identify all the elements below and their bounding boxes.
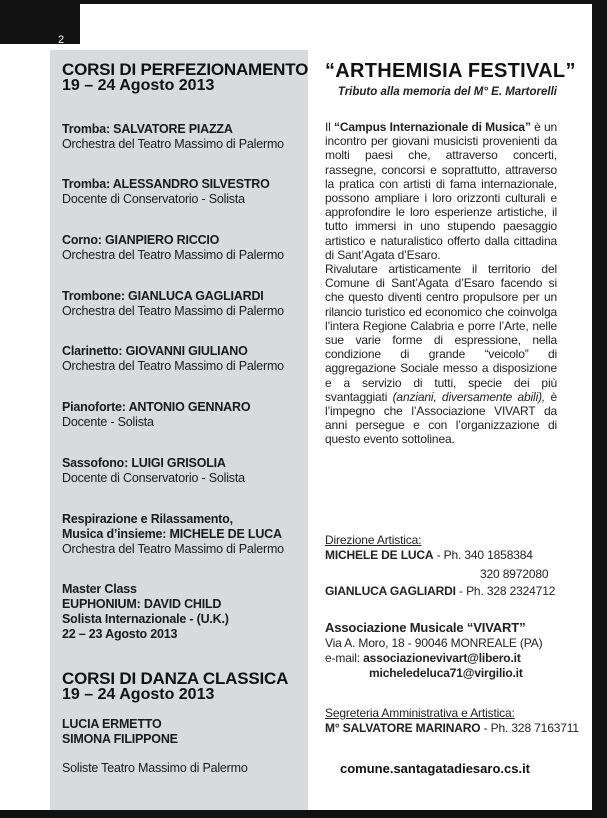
left-margin (0, 44, 50, 810)
master-class-dates: 22 – 23 Agosto 2013 (62, 627, 178, 641)
danza-title: CORSI DI DANZA CLASSICA (62, 669, 289, 688)
course-name: Corno: GIANPIERO RICCIO (62, 233, 220, 247)
page-number: 2 (58, 34, 65, 46)
course-name: Sassofono: LUIGI GRISOLIA (62, 456, 226, 470)
direzione-phone-1b-text: 320 8972080 (480, 567, 549, 581)
direzione-name-1: MICHELE DE LUCA (325, 548, 434, 562)
p1-rest: è un incontro per giovani musicisti provenienti da molti paesi che, attraverso concerti, rassegne, concorsi e soprattutto, attraverso la pratica con artisti di fama internazionale, possono ampliare i loro orizzonti culturali e approfondire le loro esperienze artistiche, il tutto immersi in uno stupendo paesaggio artistico e naturalistico offerto dalla cittadina di Sant’Agata d’Esaro. (325, 120, 557, 262)
course-item (62, 122, 308, 152)
perfezionamento-dates: 19 – 24 Agosto 2013 (62, 77, 215, 94)
segreteria-block (325, 706, 579, 736)
course-note: Orchestra del Teatro Massimo di Palermo (62, 137, 284, 151)
segreteria-heading: Segreteria Amministrativa e Artistica: (325, 706, 515, 720)
festival-title: “ARTHEMISIA FESTIVAL” (325, 60, 576, 82)
festival-description (325, 120, 557, 447)
danza-note-text: Soliste Teatro Massimo di Palermo (62, 761, 248, 775)
course-item (62, 456, 308, 486)
course-name: Tromba: SALVATORE PIAZZA (62, 122, 233, 136)
master-class-line3: Solista Internazionale - (U.K.) (62, 612, 229, 626)
course-name-line1: Respirazione e Rilassamento, (62, 512, 233, 526)
p2-part-b: è l’impegno che l’Associazione VIVART da anni persegue e con l’organizzazione di questo evento sottolinea. (325, 389, 557, 447)
direzione-person-1 (325, 548, 533, 563)
course-note: Orchestra del Teatro Massimo di Palermo (62, 248, 284, 262)
danza-dates: 19 – 24 Agosto 2013 (62, 686, 215, 703)
website-link[interactable]: comune.santagatadiesaro.cs.it (340, 761, 531, 776)
course-note: Orchestra del Teatro Massimo di Palermo (62, 542, 284, 556)
course-name: Clarinetto: GIOVANNI GIULIANO (62, 344, 248, 358)
segreteria-name: M° SALVATORE MARINARO (325, 721, 481, 735)
direzione-person-2 (325, 584, 555, 599)
danza-note (62, 761, 308, 776)
festival-subtitle: Tributo alla memoria del M° E. Martorelli (337, 86, 557, 98)
direzione-heading-text: Direzione Artistica: (325, 533, 422, 547)
course-note: Docente - Solista (62, 415, 154, 429)
course-item (62, 289, 308, 319)
associazione-block (325, 620, 542, 681)
direzione-name-2: GIANLUCA GAGLIARDI (325, 584, 456, 598)
course-item (62, 400, 308, 430)
course-item-respirazione (62, 512, 308, 557)
master-class-line1: Master Class (62, 582, 137, 596)
email-1[interactable]: associazionevivart@libero.it (363, 651, 521, 665)
course-note: Docente di Conservatorio - Solista (62, 192, 245, 206)
header-panel (80, 4, 592, 44)
course-item (62, 233, 308, 263)
course-note: Orchestra del Teatro Massimo di Palermo (62, 359, 284, 373)
danza-teacher-1: LUCIA ERMETTO (62, 717, 162, 731)
course-note: Orchestra del Teatro Massimo di Palermo (62, 304, 284, 318)
master-class-line2: EUPHONIUM: DAVID CHILD (62, 597, 222, 611)
direzione-heading (325, 533, 421, 548)
direzione-phone-1: - Ph. 340 1858384 (433, 548, 533, 562)
danza-teachers (62, 717, 308, 747)
danza-teacher-2: SIMONA FILIPPONE (62, 732, 178, 746)
course-name: Pianoforte: ANTONIO GENNARO (62, 400, 251, 414)
email-2[interactable]: micheledeluca71@virgilio.it (369, 666, 523, 680)
p2-italic: (anziani, diversamente abili), (392, 389, 546, 404)
master-class (62, 582, 308, 642)
right-edge-bar (592, 0, 607, 818)
course-item (62, 344, 308, 374)
p1-campus: “Campus Internazionale di Musica” (334, 120, 531, 134)
course-note: Docente di Conservatorio - Solista (62, 471, 245, 485)
course-name: Tromba: ALESSANDRO SILVESTRO (62, 177, 270, 191)
course-name: Trombone: GIANLUCA GAGLIARDI (62, 289, 264, 303)
p2-part-a: Rivalutare artisticamente il territorio del Comune di Sant’Agata d’Esaro facendo si che questo diventi centro propulsore per un rilancio turistico ed economico che coinvolga l’intera Regione Calabria e porre l’Arte, nelle sue varie forme di espressione, nella condizione di grande “veicolo” di aggregazione Sociale messo a disposizione e a servizio di tutti, specie dei più svantaggiati (325, 262, 557, 404)
perfezionamento-title: CORSI DI PERFEZIONAMENTO (62, 60, 309, 79)
email-label: e-mail: (325, 651, 364, 665)
direzione-phone-2: - Ph. 328 2324712 (455, 584, 556, 598)
associazione-address: Via A. Moro, 18 - 90046 MONREALE (PA) (325, 636, 543, 650)
direzione-phone-1b (480, 567, 548, 582)
segreteria-phone: - Ph. 328 7163711 (480, 721, 579, 735)
course-name-line2: Musica d’insieme: MICHELE DE LUCA (62, 527, 282, 541)
p1-intro: Il (325, 120, 335, 134)
bottom-edge-bar (0, 810, 607, 818)
course-item (62, 177, 308, 207)
associazione-name: Associazione Musicale “VIVART” (325, 620, 526, 635)
